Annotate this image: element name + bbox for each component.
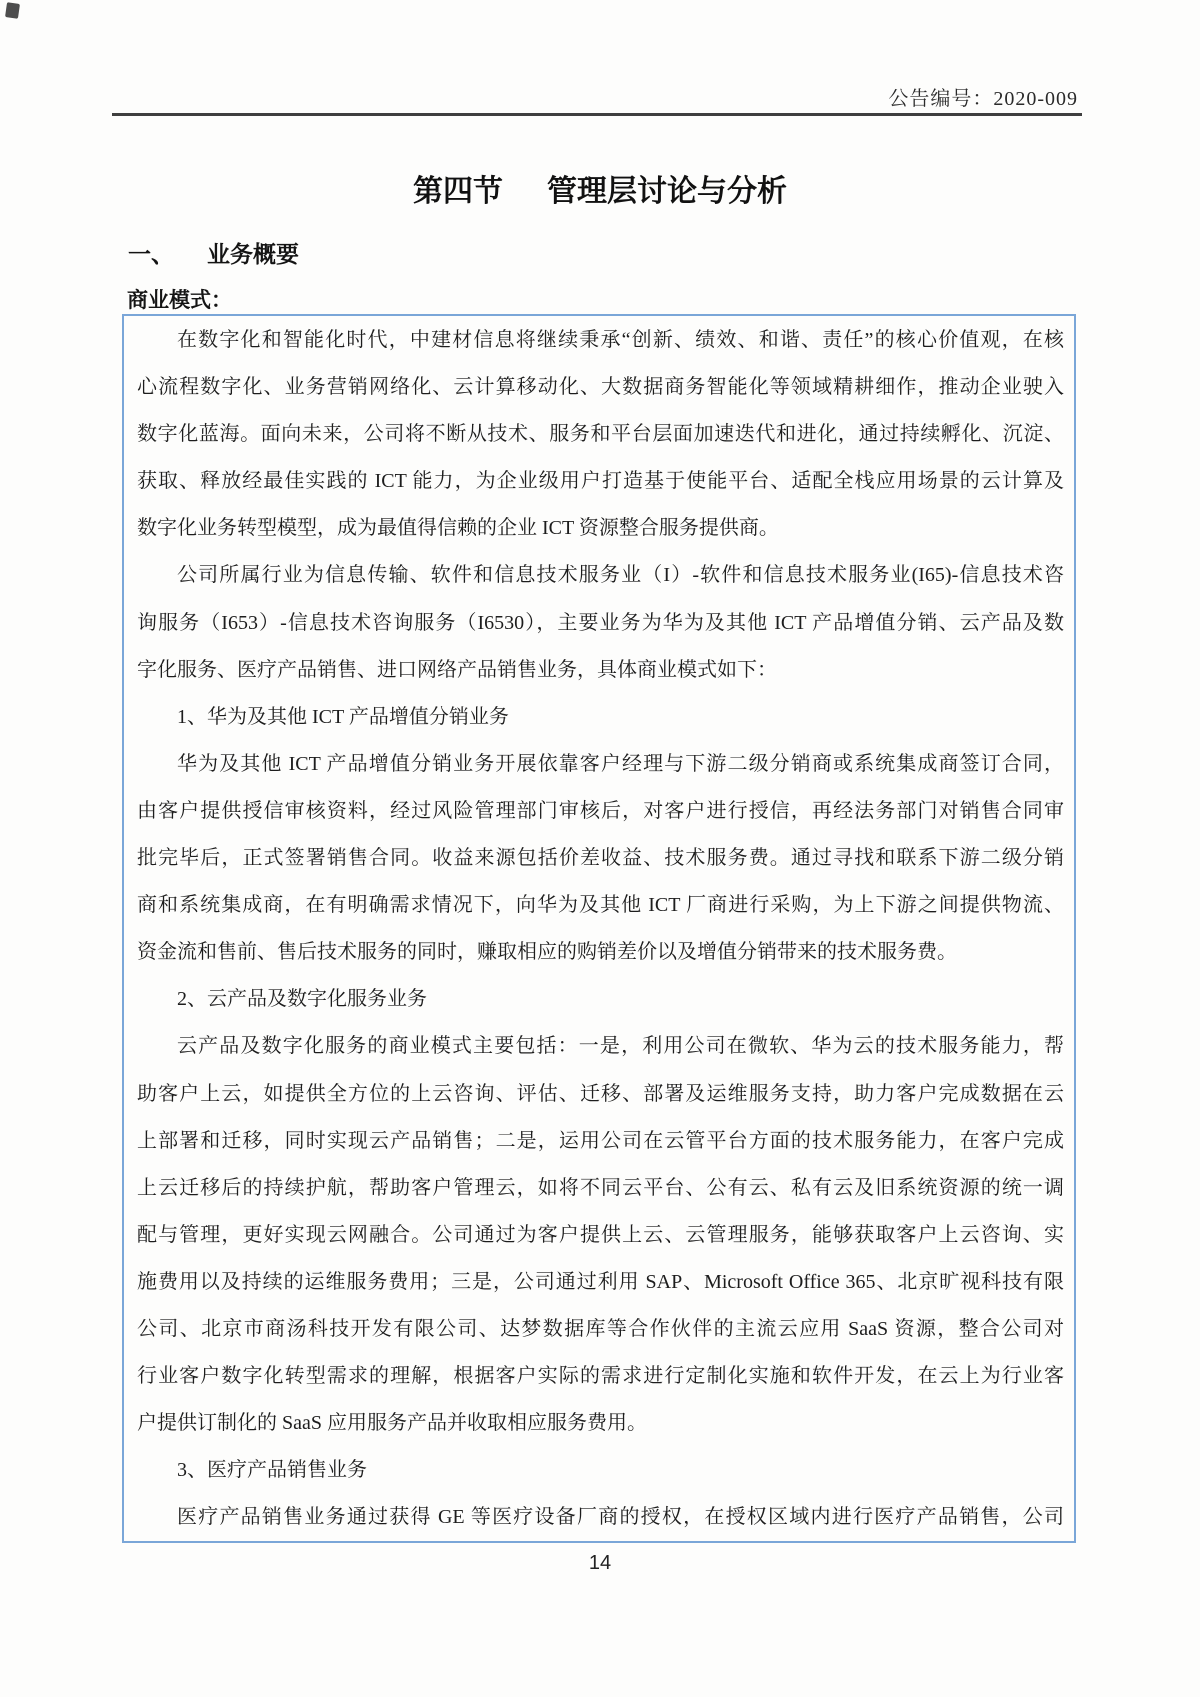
page-title-text: 管理层讨论与分析 — [547, 175, 787, 208]
subsection-heading: 商业模式： — [127, 289, 232, 312]
text-line: 询服务（I653）-信息技术咨询服务（I6530），主要业务为华为及其他 ICT 产品增值分销、云产品及数 — [137, 611, 1064, 634]
text-line: 数字化蓝海。面向未来，公司将不断从技术、服务和平台层面加速迭代和进化，通过持续孵化、沉淀、 — [137, 423, 1064, 446]
text-line: 批完毕后，正式签署销售合同。收益来源包括价差收益、技术服务费。通过寻找和联系下游二级分销 — [137, 847, 1064, 870]
text-line: 3、医疗产品销售业务 — [177, 1459, 367, 1482]
text-line: 配与管理，更好实现云网融合。公司通过为客户提供上云、云管理服务，能够获取客户上云咨询、实 — [137, 1223, 1064, 1246]
page-title-section: 第四节 — [413, 175, 503, 208]
text-line: 云产品及数字化服务的商业模式主要包括：一是，利用公司在微软、华为云的技术服务能力，帮 — [177, 1035, 1064, 1058]
text-line: 公司所属行业为信息传输、软件和信息技术服务业（I）-软件和信息技术服务业(I65)-信息技术咨 — [177, 564, 1064, 587]
section-heading — [128, 236, 299, 269]
text-line: 1、华为及其他 ICT 产品增值分销业务 — [177, 705, 509, 728]
text-line: 心流程数字化、业务营销网络化、云计算移动化、大数据商务智能化等领域精耕细作，推动企业驶入 — [137, 376, 1064, 399]
text-line: 华为及其他 ICT 产品增值分销业务开展依靠客户经理与下游二级分销商或系统集成商签订合同， — [177, 752, 1064, 775]
text-line: 公司、北京市商汤科技开发有限公司、达梦数据库等合作伙伴的主流云应用 SaaS 资源，整合公司对 — [137, 1317, 1064, 1340]
text-line: 资金流和售前、售后技术服务的同时，赚取相应的购销差价以及增值分销带来的技术服务费。 — [137, 941, 957, 964]
text-line: 行业客户数字化转型需求的理解，根据客户实际的需求进行定制化实施和软件开发，在云上为行业客 — [137, 1365, 1064, 1388]
text-line: 户提供订制化的 SaaS 应用服务产品并收取相应服务费用。 — [137, 1412, 647, 1435]
box-lines — [137, 317, 1064, 1541]
page-title — [0, 166, 1200, 210]
text-line: 施费用以及持续的运维服务费用；三是，公司通过利用 SAP、Microsoft Office 365、北京旷视科技有限 — [137, 1270, 1064, 1293]
text-line: 商和系统集成商，在有明确需求情况下，向华为及其他 ICT 厂商进行采购，为上下游之间提供物流、 — [137, 894, 1064, 917]
text-line: 获取、释放经最佳实践的 ICT 能力，为企业级用户打造基于使能平台、适配全栈应用场景的云计算及 — [137, 470, 1064, 493]
text-line: 由客户提供授信审核资料，经过风险管理部门审核后，对客户进行授信，再经法务部门对销售合同审 — [137, 799, 1064, 822]
announcement-number: 公告编号：2020-009 — [888, 88, 1078, 110]
header-rule-divider — [112, 113, 1082, 116]
section-number: 一、 — [128, 241, 174, 267]
section-label: 业务概要 — [207, 241, 299, 267]
text-line: 在数字化和智能化时代，中建材信息将继续秉承“创新、绩效、和谐、责任”的核心价值观，在核 — [177, 329, 1064, 351]
text-line: 上云迁移后的持续护航，帮助客户管理云，如将不同云平台、公有云、私有云及旧系统资源的统一调 — [137, 1176, 1064, 1199]
scan-artifact-mark — [5, 2, 20, 19]
text-line: 2、云产品及数字化服务业务 — [177, 988, 427, 1011]
text-line: 数字化业务转型模型，成为最值得信赖的企业 ICT 资源整合服务提供商。 — [137, 517, 779, 540]
text-line: 字化服务、医疗产品销售、进口网络产品销售业务，具体商业模式如下： — [137, 658, 777, 681]
page-number: 14 — [588, 1552, 612, 1574]
text-line: 助客户上云，如提供全方位的上云咨询、评估、迁移、部署及运维服务支持，助力客户完成数据在云 — [137, 1082, 1064, 1105]
text-line: 上部署和迁移，同时实现云产品销售；二是，运用公司在云管平台方面的技术服务能力，在客户完成 — [137, 1129, 1064, 1152]
text-line: 医疗产品销售业务通过获得 GE 等医疗设备厂商的授权，在授权区域内进行医疗产品销售，公司 — [177, 1506, 1064, 1529]
business-model-box — [122, 314, 1076, 1543]
